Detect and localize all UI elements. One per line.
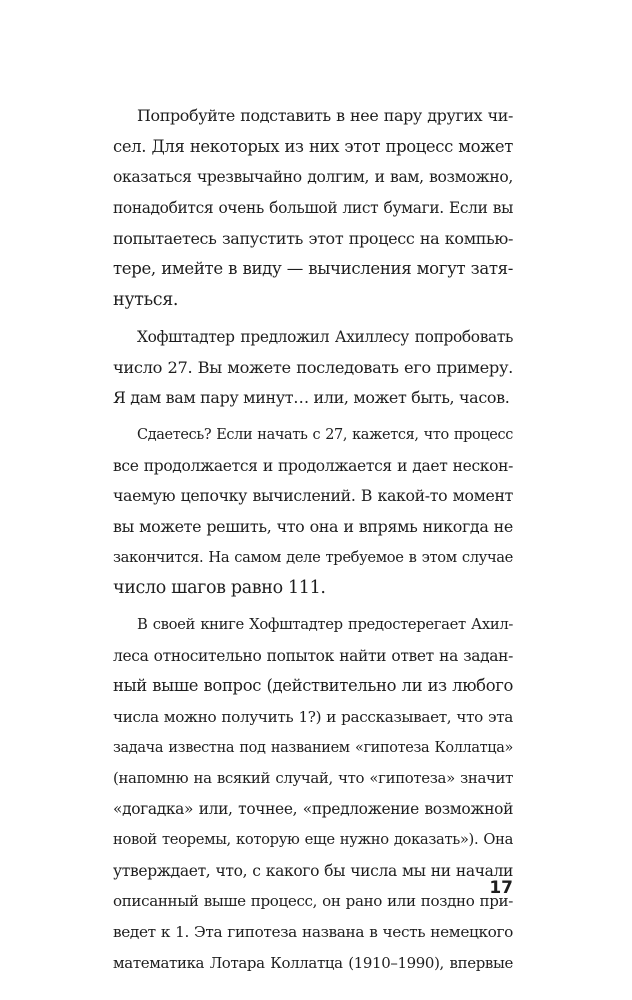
text-line: (напомню на всякий случай, что «гипотеза» значит [113, 769, 513, 788]
text-line: чаемую цепочку вычислений. В какой-то момент [113, 486, 513, 506]
text-line: тере, имейте в виду — вычисления могут затя- [113, 259, 513, 279]
text-line: оказаться чрезвычайно долгим, и вам, возможно, [113, 168, 513, 187]
text-line: леса относительно попыток найти ответ на задан- [113, 646, 513, 665]
paragraph [113, 101, 513, 316]
text-line: вы можете решить, что она и впрямь никогда не [113, 516, 513, 536]
text-line: ведет к 1. Эта гипотеза названа в честь немецкого [113, 922, 513, 941]
text-line: задача известна под названием «гипотеза Коллатца» [113, 739, 513, 756]
text-line: новой теоремы, которую еще нужно доказать»). Она [113, 830, 513, 848]
text-line: понадобится очень большой лист бумаги. Если вы [113, 199, 513, 218]
text-line: математика Лотара Коллатца (1910–1990), впервые [113, 953, 513, 972]
body-text [113, 101, 513, 978]
page-number: 17 [489, 878, 513, 898]
text-line: числа можно получить 1?) и рассказывает, что эта [113, 708, 513, 727]
text-line: Сдаетесь? Если начать с 27, кажется, что процесс [137, 426, 513, 443]
text-line: «догадка» или, точнее, «предложение возможной [113, 800, 513, 819]
text-line: нуться. [113, 290, 179, 311]
paragraph [113, 322, 513, 414]
paragraph [113, 420, 513, 604]
text-line: описанный выше процесс, он рано или поздно при- [113, 892, 513, 911]
paragraph [113, 610, 513, 978]
text-line: число шагов равно 111. [113, 578, 326, 599]
text-line: Попробуйте подставить в нее пару других чи- [137, 106, 513, 125]
text-line: попытаетесь запустить этот процесс на компью- [113, 228, 513, 248]
text-line: все продолжается и продолжается и дает нескон- [113, 456, 513, 475]
text-line: В своей книге Хофштадтер предостерегает Ахил- [137, 616, 513, 633]
text-line: Я дам вам пару минут… или, может быть, часов. [113, 388, 510, 408]
text-line: закончится. На самом деле требуемое в этом случае [113, 548, 513, 566]
text-line: Хофштадтер предложил Ахиллесу попробовать [137, 327, 513, 346]
text-line: число 27. Вы можете последовать его примеру. [113, 357, 513, 377]
text-line: утверждает, что, с какого бы числа мы ни начали [113, 861, 513, 880]
text-line: ный выше вопрос (действительно ли из любого [113, 676, 513, 696]
text-line: сел. Для некоторых из них этот процесс может [113, 136, 513, 156]
